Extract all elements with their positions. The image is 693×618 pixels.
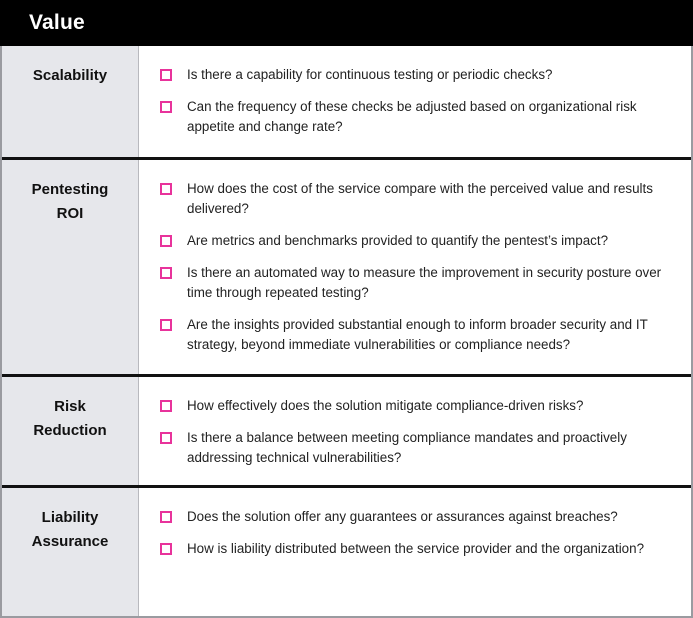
checklist-item-text: How does the cost of the service compare with the perceived value and results delivered?: [187, 181, 653, 216]
section-items: [139, 160, 691, 374]
checkbox[interactable]: [160, 319, 172, 331]
section-label: [2, 377, 139, 485]
checklist-item: [160, 179, 677, 219]
section-label-line: Reduction: [33, 422, 107, 439]
section-label-line: Pentesting: [31, 181, 109, 198]
checkbox[interactable]: [160, 101, 172, 113]
checklist-item: [160, 231, 677, 251]
checklist-item-text: Does the solution offer any guarantees or assurances against breaches?: [187, 509, 618, 524]
checklist-item-text: Is there an automated way to measure the improvement in security posture over time through repeated testing?: [187, 265, 662, 300]
section-scalability: [2, 46, 691, 157]
section-label-line: ROI: [56, 205, 84, 222]
section-label-line: Scalability: [32, 67, 108, 84]
section-pentesting-roi: [2, 157, 691, 374]
section-items: [139, 377, 691, 485]
checklist-item: [160, 97, 677, 137]
checklist-item-text: How effectively does the solution mitigate compliance-driven risks?: [187, 398, 584, 413]
checklist-item: [160, 65, 677, 85]
section-label-line: Assurance: [31, 533, 109, 550]
section-items: [139, 46, 691, 157]
section-label: [2, 160, 139, 374]
section-label-line: Liability: [41, 509, 99, 526]
checkbox[interactable]: [160, 69, 172, 81]
section-label: [2, 46, 139, 157]
checkbox[interactable]: [160, 511, 172, 523]
checklist-item-text: Are the insights provided substantial enough to inform broader security and IT strategy, beyond immediate vulnerabilities or compliance needs?: [187, 317, 648, 352]
section-liability-assurance: [2, 485, 691, 616]
checklist-item: [160, 396, 677, 416]
checkbox[interactable]: [160, 432, 172, 444]
section-label: [2, 488, 139, 616]
header-bar: [0, 0, 693, 46]
checkbox[interactable]: [160, 267, 172, 279]
checklist-item-text: Are metrics and benchmarks provided to quantify the pentest’s impact?: [187, 233, 609, 248]
page-title: Value: [29, 11, 85, 34]
section-risk-reduction: [2, 374, 691, 485]
section-items: [139, 488, 691, 616]
checkbox[interactable]: [160, 543, 172, 555]
checklist-table: [0, 46, 693, 618]
checkbox[interactable]: [160, 235, 172, 247]
checklist-item: [160, 428, 677, 468]
section-label-line: Risk: [54, 398, 86, 415]
checklist-item: [160, 507, 677, 527]
checklist-item-text: Is there a capability for continuous testing or periodic checks?: [187, 67, 553, 82]
checklist-item-text: Is there a balance between meeting compliance mandates and proactively addressing technical vulnerabilities?: [187, 430, 627, 465]
checklist-item: [160, 263, 677, 303]
checklist-item: [160, 315, 677, 355]
checklist-item: [160, 539, 677, 559]
checkbox[interactable]: [160, 400, 172, 412]
checklist-item-text: How is liability distributed between the service provider and the organization?: [187, 541, 645, 556]
checklist-item-text: Can the frequency of these checks be adjusted based on organizational risk appetite and change rate?: [187, 99, 637, 134]
checkbox[interactable]: [160, 183, 172, 195]
